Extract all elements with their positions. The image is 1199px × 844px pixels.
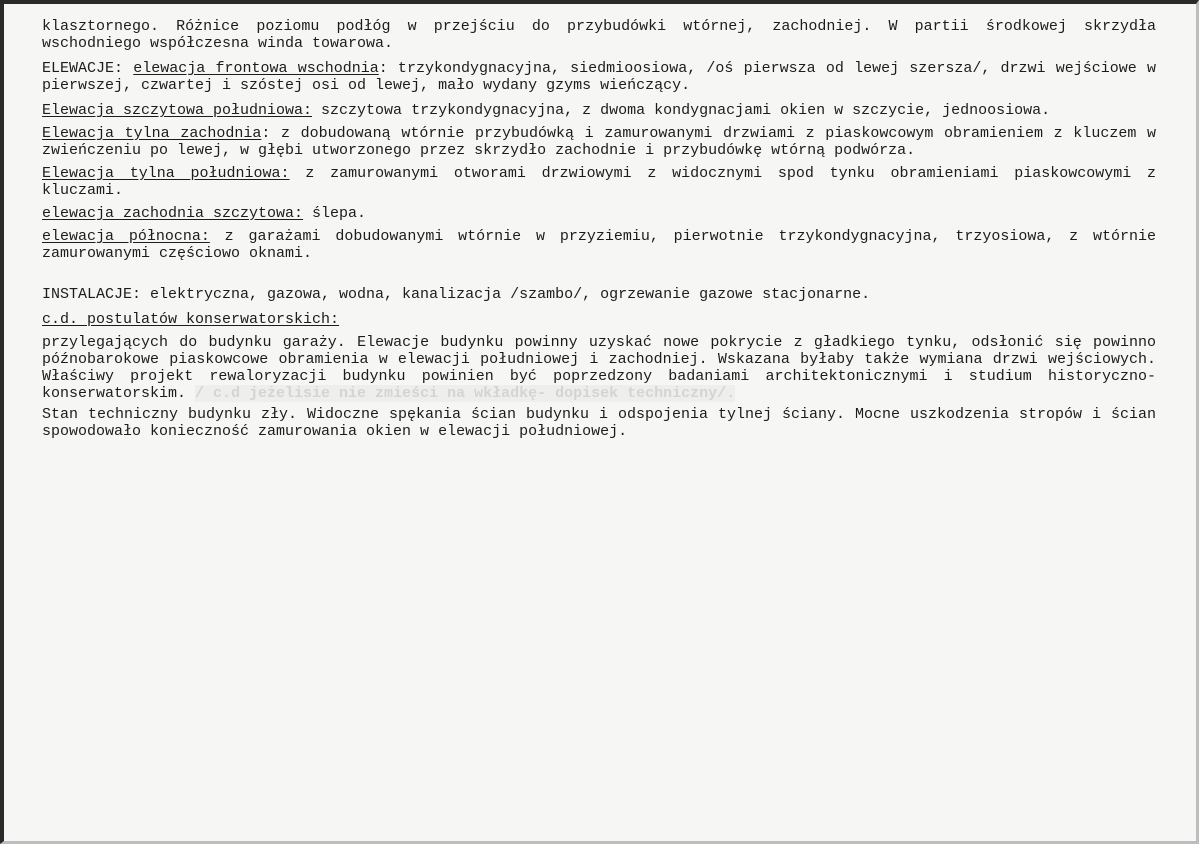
label-elewacja-tylna-zachodnia: Elewacja tylna zachodnia	[42, 125, 262, 142]
paragraph-elewacja-tylna-poludniowa	[42, 165, 1156, 199]
label-elewacja-zachodnia-szczytowa: elewacja zachodnia szczytowa:	[42, 205, 304, 222]
paragraph-elewacja-frontowa	[42, 60, 1156, 94]
label-elewacja-szczytowa-poludniowa: Elewacja szczytowa południowa:	[42, 102, 313, 119]
elewacje-heading: ELEWACJE:	[42, 60, 124, 77]
text-elewacja-tylna-poludniowa: z zamurowanymi otworami drzwiowymi z widocznymi spod tynku obramieniami piaskowcowymi z kluczami.	[42, 165, 1156, 199]
label-elewacja-frontowa: elewacja frontowa wschodnia	[133, 60, 379, 77]
text-elewacja-szczytowa-poludniowa: szczytowa trzykondygnacyjna, z dwoma kondygnacjami okien w szczycie, jednoosiowa.	[312, 102, 1051, 119]
text-elewacja-frontowa: : trzykondygnacyjna, siedmioosiowa, /oś pierwsza od lewej szersza/, drzwi wejściowe w pierwszej, czwartej i szóstej osi od lewej, mało wydany gzyms wieńczący.	[42, 60, 1156, 94]
label-elewacja-tylna-poludniowa: Elewacja tylna południowa:	[42, 165, 290, 182]
text-elewacja-zachodnia-szczytowa: ślepa.	[303, 205, 367, 222]
text-postulaty: przylegających do budynku garaży. Elewacje budynku powinny uzyskać nowe pokrycie z gładkiego tynku, odsłonić się powinno późnobarokowe piaskowcowe obramienia w elewacji południowej i zachodniej. Wskazana byłaby także wymiana drzwi wejściowych. Właściwy projekt rewaloryzacji budynku powinien być poprzedzony badaniami architektonicznymi i studium historyczno- konserwatorskim.	[42, 334, 1156, 402]
postulaty-heading-text: c.d. postulatów konserwatorskich:	[42, 311, 340, 328]
label-elewacja-polnocna: elewacja północna:	[42, 228, 210, 245]
text-elewacja-tylna-zachodnia: : z dobudowaną wtórnie przybudówką i zamurowanymi drzwiami z piaskowcowym obramieniem z kluczem w zwieńczeniu po lewej, w głębi utworzonego przez skrzydło zachodnie i przybudówkę wtórną podwórza.	[42, 125, 1156, 159]
paragraph-intro: klasztornego. Różnice poziomu podłóg w przejściu do przybudówki wtórnej, zachodniej. W partii środkowej skrzydła wschodniego współczesna winda towarowa.	[42, 18, 1156, 52]
paragraph-stan-techniczny: Stan techniczny budynku zły. Widoczne spękania ścian budynku i odspojenia tylnej ściany. Mocne uszkodzenia stropów i ścian spowodowało konieczność zamurowania okien w elewacji południowej.	[42, 406, 1156, 440]
postulaty-heading	[42, 311, 1156, 328]
paragraph-postulaty	[42, 334, 1156, 402]
paragraph-instalacje: INSTALACJE: elektryczna, gazowa, wodna, kanalizacja /szambo/, ogrzewanie gazowe stacjonarne.	[42, 286, 871, 303]
paragraph-elewacja-tylna-zachodnia	[42, 125, 1156, 159]
paragraph-elewacja-zachodnia-szczytowa	[42, 205, 1156, 222]
paragraph-elewacja-polnocna	[42, 228, 1156, 262]
document-body	[42, 18, 1156, 440]
text-elewacja-polnocna: z garażami dobudowanymi wtórnie w przyziemiu, pierwotnie trzykondygnacyjna, trzyosiowa, z wtórnie zamurowanymi częściowo oknami.	[42, 228, 1156, 262]
ghost-technical-note: / c.d jeżelisie nie zmieści na wkładkę- dopisek techniczny/.	[195, 385, 736, 402]
paragraph-elewacja-szczytowa-poludniowa	[42, 102, 1156, 119]
